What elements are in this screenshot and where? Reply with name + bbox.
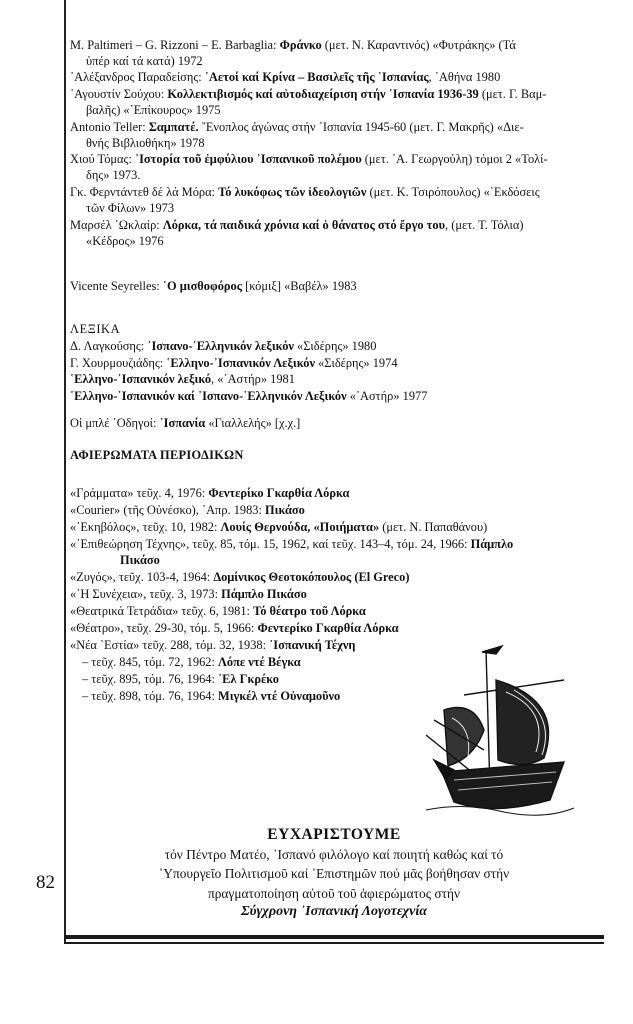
text-run: [κόμιξ] «Βαβέλ» 1983 [241, 279, 357, 293]
bold-title: Λόπε ντέ Βέγκα [218, 655, 301, 669]
bold-title: Μιγκέλ ντέ Οὐναμοῦνο [218, 689, 341, 703]
bibliography-entry [86, 168, 140, 183]
thanks-heading: ΕΥΧΑΡΙΣΤΟΥΜΕ [267, 826, 401, 843]
text-run: – τεῦχ. 895, τόμ. 76, 1964: [82, 672, 219, 686]
bold-title: Δομίνικος Θεοτοκόπουλος (El Greco) [213, 570, 410, 584]
text-run: «Θέατρο», τεῦχ. 29-30, τόμ. 5, 1966: [70, 621, 258, 635]
bibliography-entry [70, 279, 357, 294]
bold-title: ᾿Αετοί καί Κρίνα – Βασιλεῖς τῆς ᾿Ισπανίας [204, 70, 429, 84]
bold-title: Πάμπλο [470, 537, 514, 551]
bold-title: ῾Ελληνο-᾿Ισπανικόν καί ᾿Ισπανο-῾Ελληνικόν Λεξικόν [70, 389, 347, 403]
bottom-rule [64, 935, 604, 939]
text-run: ὑπέρ καί τά κατά) 1972 [86, 54, 203, 68]
bold-title: ῾Ο μισθοφόρος [162, 279, 242, 293]
periodical-entry [82, 672, 279, 687]
bold-title: ᾿Ισπανο-῾Ελληνικόν λεξικόν [147, 339, 294, 353]
bibliography-entry [70, 152, 548, 167]
text-run: βαλῆς) «᾿Επίκουρος» 1975 [86, 103, 221, 117]
page-number: 82 [36, 872, 55, 893]
guide-line [70, 416, 300, 431]
bibliography-entry [70, 120, 524, 135]
text-run: «Νέα ᾿Εστία» τεῦχ. 288, τόμ. 32, 1938: [70, 638, 270, 652]
periodical-entry [70, 503, 305, 518]
periodical-entry [70, 638, 355, 653]
periodical-entry [70, 621, 399, 636]
bold-title: Πικάσο [265, 503, 305, 517]
thanks-line-3: πραγματοποίηση αὐτοῦ τοῦ ἀφιερώματος στήν [207, 886, 461, 901]
periodical-entry [70, 520, 487, 535]
bibliography-entry [86, 54, 203, 69]
text-run: «᾿Εκηβόλος», τεῦχ. 10, 1982: [70, 520, 221, 534]
periodical-entry [120, 553, 160, 568]
bibliography-entry [86, 201, 174, 216]
text-run: , (μετ. Τ. Τόλια) [445, 218, 524, 232]
bold-title: Σαμπατέ. [148, 120, 199, 134]
bibliography-entry [86, 136, 205, 151]
text-run: θνής Βιβλιοθήκη» 1978 [86, 136, 205, 150]
text-run: Οἱ μπλέ ῾Οδηγοί: [70, 416, 160, 430]
bottom-rule-thin [64, 942, 604, 944]
bold-title: Τό θέατρο τοῦ Λόρκα [253, 604, 366, 618]
thanks-line-2: ῾Υπουργεῖο Πολιτισμοῦ καί ᾿Επιστημῶν πού μᾶς βοήθησαν στήν [158, 866, 510, 881]
bold-title: Τό λυκόφως τῶν ἰδεολογιῶν [218, 185, 367, 199]
periodical-entry [82, 689, 340, 704]
text-run: «Γράμματα» τεῦχ. 4, 1976: [70, 486, 209, 500]
thanks-line-4: Σύγχρονη ᾿Ισπανική Λογοτεχνία [241, 904, 427, 919]
text-run: Vicente Seyrelles: [70, 279, 163, 293]
text-run: «Γιαλλελής» [χ.χ.] [205, 416, 301, 430]
bold-title: Φεντερίκο Γκαρθία Λόρκα [257, 621, 399, 635]
text-run: (μετ. Ν. Παπαθάνου) [379, 520, 488, 534]
bibliography-entry [70, 38, 516, 53]
bold-title: Λουίς Θερνούδα, «Ποιήματα» [220, 520, 380, 534]
thanks-line-1: τόν Πέντρο Ματέο, ᾿Ισπανό φιλόλογο καί ποιητή καθώς καί τό [164, 847, 504, 862]
periodical-entry [70, 537, 513, 552]
text-run: Μαρσέλ ᾿Ωκλαίρ: [70, 218, 163, 232]
text-run: (μετ. Κ. Τσιρόπουλος) «᾿Εκδόσεις [366, 185, 540, 199]
bold-title: Λόρκα, τά παιδικά χρόνια καί ὁ θάνατος στό ἔργο του [162, 218, 446, 232]
periodical-entry [70, 587, 307, 602]
lexikon-entry [70, 372, 295, 387]
text-run: (μετ. Ν. Καραντινός) «Φυτράκης» (Τά [321, 38, 516, 52]
text-run: Γ. Χουρμουζιάδης: [70, 356, 167, 370]
bold-title: ᾿Ισπανία [159, 416, 206, 430]
bold-title: Κολλεκτιβισμός καί αὐτοδιαχείριση στήν ᾿Ισπανία 1936-39 [167, 87, 479, 101]
text-run: , «᾿Αστήρ» 1981 [211, 372, 295, 386]
text-run: «᾿Επιθεώρηση Τέχνης», τεῦχ. 85, τόμ. 15, 1962, καί τεῦχ. 143–4, τόμ. 24, 1966: [70, 537, 471, 551]
text-run: «Σιδέρης» 1980 [293, 339, 377, 353]
bibliography-entry [70, 70, 500, 85]
periodical-entry [70, 570, 410, 585]
text-run: ῎Ενοπλος ἀγώνας στήν ᾿Ισπανία 1945-60 (μετ. Γ. Μακρῆς) «Διε- [198, 120, 524, 134]
periodicals-heading: ΑΦΙΕΡΩΜΑΤΑ ΠΕΡΙΟΔΙΚΩΝ [70, 448, 244, 462]
text-run: «Ζυγός», τεῦχ. 103-4, 1964: [70, 570, 214, 584]
bibliography-entry [70, 218, 524, 233]
text-run: «Σιδέρης» 1974 [314, 356, 398, 370]
text-run: «Θεατρικά Τετράδια» τεῦχ. 6, 1981: [70, 604, 254, 618]
text-run: (μετ. Γ. Βαμ- [478, 87, 547, 101]
bibliography-entry [86, 103, 221, 118]
bold-title: ᾿Ιστορία τοῦ ἐμφύλιου ᾿Ισπανικοῦ πολέμου [134, 152, 362, 166]
text-run: «᾿Αστήρ» 1977 [346, 389, 428, 403]
text-run: Δ. Λαγκούσης: [70, 339, 148, 353]
bold-title: Φεντερίκο Γκαρθία Λόρκα [208, 486, 350, 500]
text-run: «Courier» (τῆς Οὐνέσκο), ᾿Απρ. 1983: [70, 503, 266, 517]
text-run: – τεῦχ. 898, τόμ. 76, 1964: [82, 689, 219, 703]
ship-illustration [424, 640, 576, 820]
bibliography-entry [70, 87, 546, 102]
text-run: M. Paltimeri – G. Rizzoni – E. Barbaglia: [70, 38, 280, 52]
text-run: «Κέδρος» 1976 [86, 234, 164, 248]
periodical-entry [70, 604, 366, 619]
lexikon-entry [70, 339, 376, 354]
lexikon-entry [70, 389, 427, 404]
bold-title: ᾿Ελ Γκρέκο [218, 672, 279, 686]
text-run: «῾Η Συνέχεια», τεῦχ. 3, 1973: [70, 587, 222, 601]
bold-title: Φράνκο [279, 38, 322, 52]
text-run: (μετ. ᾿Α. Γεωργούλη) τόμοι 2 «Τολί- [361, 152, 548, 166]
text-run: Γκ. Φερντάντεθ δέ λά Μόρα: [70, 185, 219, 199]
text-run: δης» 1973. [86, 168, 141, 182]
bold-title: Πάμπλο Πικάσο [221, 587, 307, 601]
text-run: Χιού Τόμας: [70, 152, 135, 166]
text-run: τῶν Φίλων» 1973 [86, 201, 175, 215]
lexikon-entry [70, 356, 398, 371]
bold-title: ᾿Ισπανική Τέχνη [269, 638, 356, 652]
periodical-entry [82, 655, 301, 670]
bold-title: Πικάσο [120, 553, 160, 567]
text-run: ᾿Αγουστίν Σούχου: [70, 87, 168, 101]
bold-title: ῾Ελληνο-᾿Ισπανικόν λεξικό [70, 372, 212, 386]
text-run: – τεῦχ. 845, τόμ. 72, 1962: [82, 655, 219, 669]
bibliography-entry [70, 185, 540, 200]
periodical-entry [70, 486, 349, 501]
text-run: ᾿Αλέξανδρος Παραδείσης: [70, 70, 205, 84]
text-run: , ᾿Αθήνα 1980 [428, 70, 501, 84]
text-run: Antonio Teller: [70, 120, 149, 134]
lexika-heading: ΛΕΞΙΚΑ [70, 322, 121, 336]
bold-title: ῾Ελληνο-᾿Ισπανικόν Λεξικόν [166, 356, 315, 370]
bibliography-entry [86, 234, 164, 249]
